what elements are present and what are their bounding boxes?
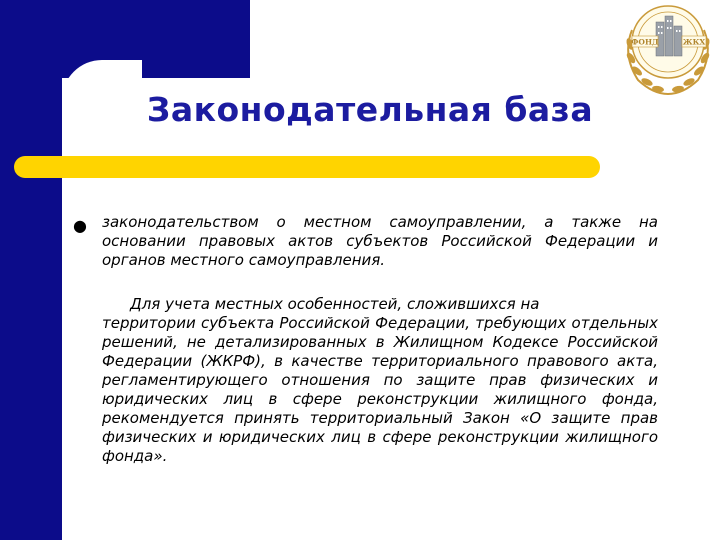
bullet-icon: ● xyxy=(73,216,87,235)
logo-right-text: ЖКХ xyxy=(682,37,706,47)
title-underline-bar xyxy=(14,156,600,178)
paragraph-2 xyxy=(102,295,658,466)
paragraph-1: законодательством о местном самоуправлении, а также на основании правовых актов субъектов Российской Федерации и органов местного самоуправления. xyxy=(102,213,658,269)
paragraph-2-body: территории субъекта Российской Федерации, требующих отдельных решений, не детализированных в Жилищном Кодексе Российской Федерации (ЖКРФ), в качестве территориального правового акта, регламентирующего отношения по защите прав физических и юридических лиц в сфере реконструкции жилищного фонда, рекомендуется принять территориальный Закон «О защите прав физических и юридических лиц в сфере реконструкции жилищного фонда». xyxy=(102,314,658,465)
logo-left-text: ФОНД xyxy=(631,37,659,47)
building-emblem-icon xyxy=(618,0,718,100)
slide-title: Законодательная база xyxy=(146,90,594,129)
left-blue-band xyxy=(0,0,62,540)
paragraph-2-first-line: Для учета местных особенностей, сложившихся на xyxy=(130,295,540,313)
